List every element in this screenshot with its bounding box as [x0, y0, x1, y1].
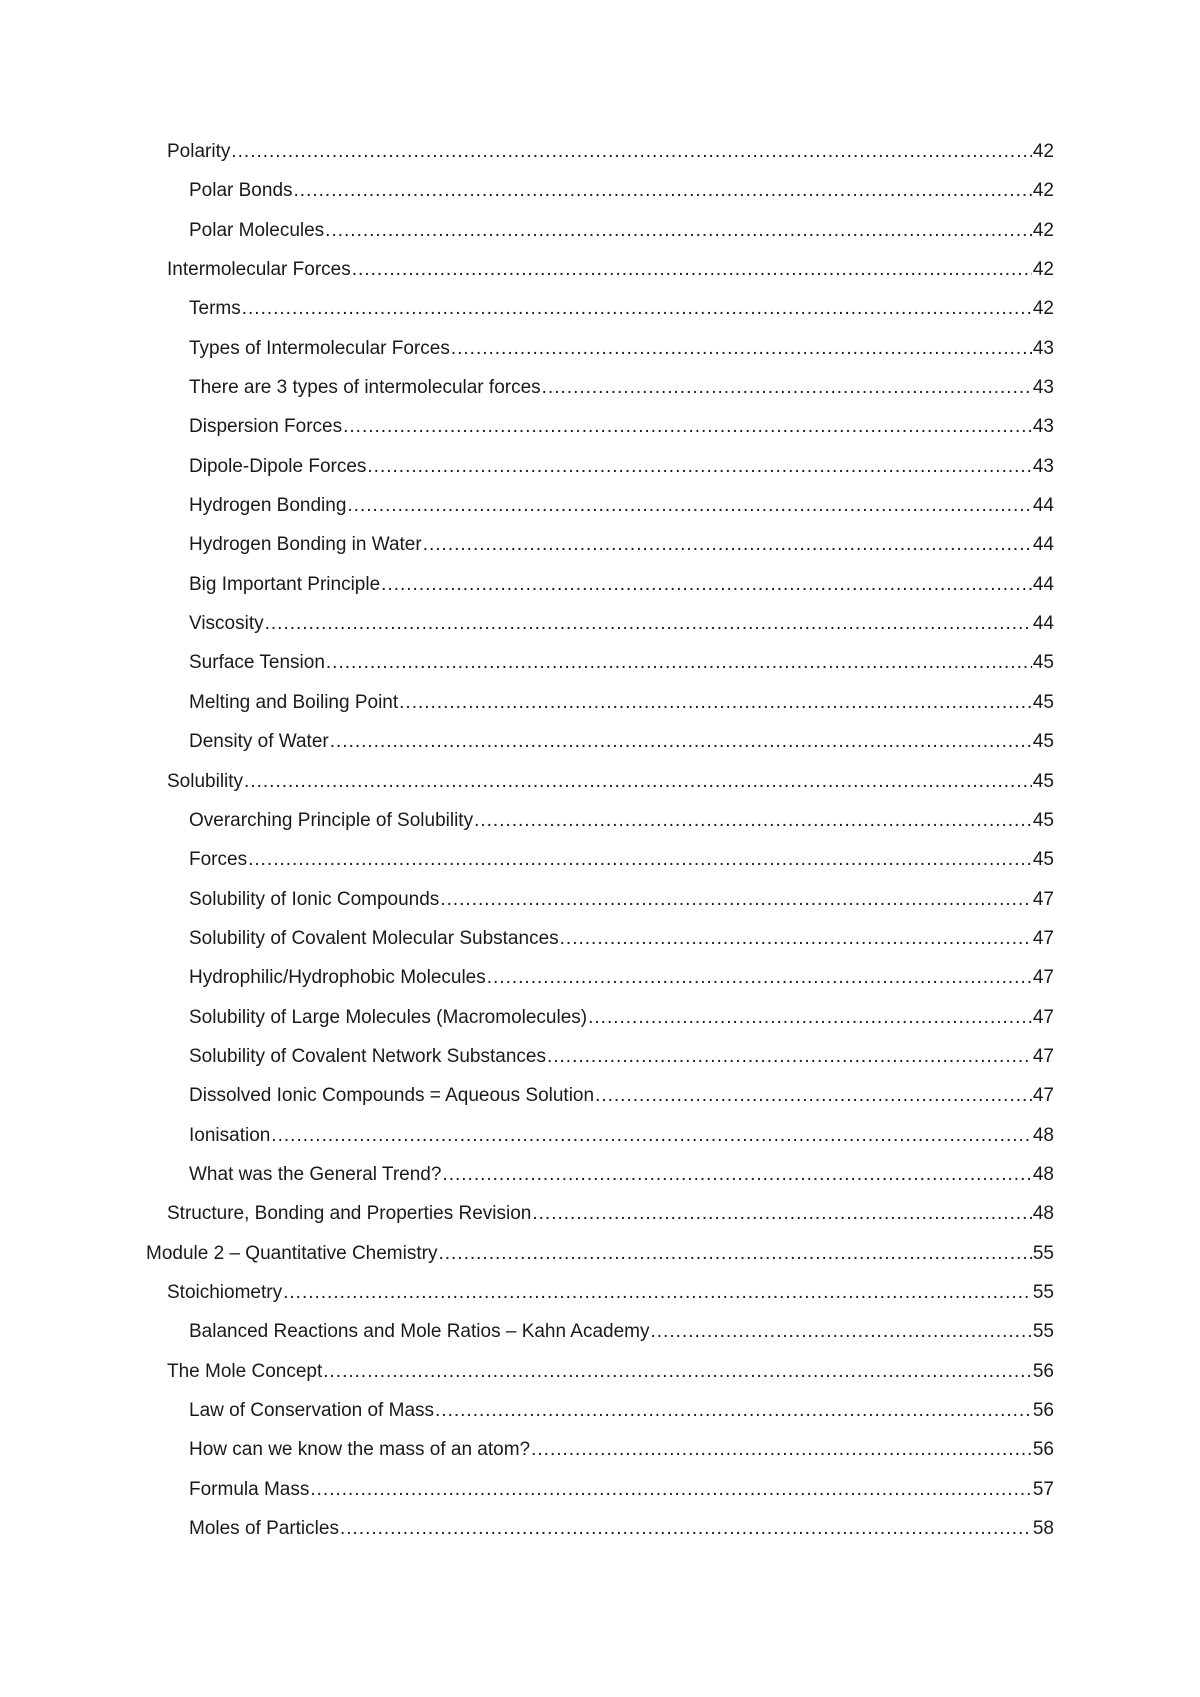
toc-entry-title: Terms	[189, 298, 241, 320]
toc-dot-leader	[651, 1320, 1032, 1344]
toc-entry-title: Polar Molecules	[189, 219, 325, 241]
toc-entry-page-number: 47	[1032, 1045, 1054, 1067]
toc-entry[interactable]	[0, 1045, 1200, 1084]
toc-entry-page-number: 58	[1032, 1518, 1054, 1540]
toc-entry-page-number: 57	[1032, 1478, 1054, 1500]
toc-dot-leader	[242, 297, 1032, 321]
toc-dot-leader	[435, 1399, 1032, 1423]
toc-entry-page-number: 45	[1032, 770, 1054, 792]
toc-entry-page-number: 45	[1032, 731, 1054, 753]
toc-entry-title: Overarching Principle of Solubility	[189, 809, 474, 831]
toc-entry-page-number: 48	[1032, 1163, 1054, 1185]
toc-dot-leader	[367, 455, 1031, 479]
toc-entry-title: Hydrogen Bonding	[189, 495, 347, 517]
toc-dot-leader	[547, 1045, 1032, 1069]
toc-entry[interactable]	[0, 651, 1200, 690]
toc-dot-leader	[542, 376, 1032, 400]
toc-entry-title: Hydrogen Bonding in Water	[189, 534, 422, 556]
toc-entry-title: Hydrophilic/Hydrophobic Molecules	[189, 967, 486, 989]
toc-entry[interactable]	[0, 1281, 1200, 1320]
toc-entry-title: Moles of Particles	[189, 1518, 339, 1540]
toc-entry-title: Solubility of Covalent Network Substances	[189, 1045, 546, 1067]
toc-entry[interactable]	[0, 219, 1200, 258]
toc-entry-title: Polar Bonds	[189, 180, 293, 202]
toc-entry[interactable]	[0, 691, 1200, 730]
toc-entry[interactable]	[0, 1084, 1200, 1123]
toc-entry[interactable]	[0, 258, 1200, 297]
toc-entry-title: Intermolecular Forces	[167, 259, 351, 281]
toc-entry-title: Surface Tension	[189, 652, 325, 674]
toc-entry-title: Dipole-Dipole Forces	[189, 455, 367, 477]
toc-entry-page-number: 56	[1032, 1439, 1054, 1461]
toc-dot-leader	[560, 927, 1032, 951]
toc-entry-page-number: 44	[1032, 495, 1054, 517]
toc-dot-leader	[248, 848, 1032, 872]
toc-entry-title: Stoichiometry	[167, 1281, 283, 1303]
toc-entry-page-number: 42	[1032, 141, 1054, 162]
toc-entry-title: How can we know the mass of an atom?	[189, 1439, 531, 1461]
toc-entry-page-number: 42	[1032, 259, 1054, 281]
toc-entry[interactable]	[0, 1360, 1200, 1399]
toc-entry-title: Forces	[189, 849, 248, 871]
toc-entry[interactable]	[0, 966, 1200, 1005]
toc-entry[interactable]	[0, 297, 1200, 336]
toc-entry[interactable]	[0, 1438, 1200, 1477]
toc-entry-title: Formula Mass	[189, 1478, 310, 1500]
toc-entry[interactable]	[0, 337, 1200, 376]
toc-dot-leader	[532, 1202, 1031, 1226]
toc-entry-page-number: 56	[1032, 1400, 1054, 1421]
toc-entry-title: Structure, Bonding and Properties Revision	[167, 1203, 532, 1225]
toc-entry-title: Dissolved Ionic Compounds = Aqueous Solution	[189, 1085, 595, 1107]
toc-dot-leader	[438, 1242, 1031, 1266]
toc-entry[interactable]	[0, 1478, 1200, 1517]
toc-entry[interactable]	[0, 1202, 1200, 1241]
toc-entry-page-number: 55	[1032, 1281, 1054, 1303]
toc-entry-page-number: 45	[1032, 691, 1054, 713]
toc-entry-page-number: 47	[1032, 1085, 1054, 1107]
toc-entry-page-number: 44	[1032, 613, 1054, 635]
toc-entry[interactable]	[0, 1163, 1200, 1202]
toc-entry-title: Melting and Boiling Point	[189, 691, 399, 713]
toc-dot-leader	[231, 140, 1032, 164]
toc-entry-title: Module 2 – Quantitative Chemistry	[146, 1242, 438, 1264]
toc-entry[interactable]	[0, 1124, 1200, 1163]
toc-entry[interactable]	[0, 533, 1200, 572]
toc-entry[interactable]	[0, 1006, 1200, 1045]
toc-dot-leader	[588, 1006, 1032, 1030]
toc-dot-leader	[330, 730, 1032, 754]
toc-dot-leader	[325, 219, 1032, 243]
toc-dot-leader	[343, 415, 1032, 439]
toc-dot-leader	[340, 1517, 1032, 1541]
toc-dot-leader	[271, 1124, 1032, 1148]
toc-entry-page-number: 44	[1032, 573, 1054, 595]
toc-entry-title: Balanced Reactions and Mole Ratios – Kahn Academy	[189, 1321, 650, 1343]
toc-entry-title: Big Important Principle	[189, 573, 381, 595]
toc-entry-page-number: 48	[1032, 1203, 1054, 1225]
toc-entry[interactable]	[0, 888, 1200, 927]
toc-dot-leader	[352, 258, 1032, 282]
toc-entry-title: Types of Intermolecular Forces	[189, 337, 450, 359]
toc-entry-page-number: 44	[1032, 534, 1054, 556]
toc-entry[interactable]	[0, 179, 1200, 218]
toc-dot-leader	[326, 651, 1032, 675]
toc-entry-page-number: 43	[1032, 337, 1054, 359]
toc-entry-page-number: 42	[1032, 180, 1054, 202]
toc-entry[interactable]	[0, 1517, 1200, 1556]
toc-dot-leader	[399, 691, 1032, 715]
toc-entry-title: Ionisation	[189, 1124, 271, 1146]
toc-entry-title: Viscosity	[189, 613, 264, 635]
toc-entry-page-number: 47	[1032, 927, 1054, 949]
toc-entry[interactable]	[0, 376, 1200, 415]
toc-entry-page-number: 43	[1032, 416, 1054, 438]
toc-entry-title: Polarity	[167, 141, 231, 162]
toc-entry[interactable]	[0, 770, 1200, 809]
toc-entry-title: Law of Conservation of Mass	[189, 1400, 435, 1421]
toc-entry-page-number: 43	[1032, 455, 1054, 477]
toc-dot-leader	[440, 888, 1032, 912]
toc-entry-page-number: 42	[1032, 219, 1054, 241]
toc-entry-page-number: 45	[1032, 809, 1054, 831]
toc-entry-page-number: 43	[1032, 377, 1054, 399]
toc-entry[interactable]	[0, 848, 1200, 887]
toc-entry[interactable]	[0, 1399, 1200, 1438]
toc-dot-leader	[310, 1478, 1032, 1502]
toc-entry-title: Solubility	[167, 770, 244, 792]
toc-entry[interactable]	[0, 573, 1200, 612]
toc-entry-page-number: 47	[1032, 1006, 1054, 1028]
toc-dot-leader	[595, 1084, 1032, 1108]
toc-entry-page-number: 45	[1032, 849, 1054, 871]
toc-dot-leader	[423, 533, 1032, 557]
toc-entry-title: There are 3 types of intermolecular forces	[189, 377, 541, 399]
toc-entry[interactable]	[0, 415, 1200, 454]
toc-entry[interactable]	[0, 612, 1200, 651]
toc-entry[interactable]	[0, 1242, 1200, 1281]
toc-dot-leader	[474, 809, 1032, 833]
toc-dot-leader	[451, 337, 1032, 361]
toc-entry-page-number: 47	[1032, 967, 1054, 989]
toc-entry-page-number: 55	[1032, 1321, 1054, 1343]
toc-entry[interactable]	[0, 1320, 1200, 1359]
toc-dot-leader	[294, 179, 1032, 203]
toc-entry-page-number: 47	[1032, 888, 1054, 910]
toc-entry-page-number: 45	[1032, 652, 1054, 674]
toc-entry[interactable]	[0, 140, 1200, 179]
toc-entry-page-number: 48	[1032, 1124, 1054, 1146]
toc-entry-title: Solubility of Covalent Molecular Substances	[189, 927, 559, 949]
table-of-contents	[0, 140, 1200, 1556]
toc-entry[interactable]	[0, 809, 1200, 848]
toc-dot-leader	[531, 1438, 1032, 1462]
toc-entry[interactable]	[0, 730, 1200, 769]
toc-dot-leader	[244, 770, 1032, 794]
toc-entry-title: What was the General Trend?	[189, 1163, 442, 1185]
toc-entry-page-number: 56	[1032, 1360, 1054, 1382]
toc-dot-leader	[381, 573, 1032, 597]
toc-entry[interactable]	[0, 455, 1200, 494]
toc-entry[interactable]	[0, 927, 1200, 966]
toc-dot-leader	[283, 1281, 1032, 1305]
toc-entry-page-number: 55	[1032, 1242, 1054, 1264]
toc-entry-title: The Mole Concept	[167, 1360, 323, 1382]
toc-entry-page-number: 42	[1032, 298, 1054, 320]
toc-entry-title: Solubility of Large Molecules (Macromolecules)	[189, 1006, 588, 1028]
toc-entry-title: Solubility of Ionic Compounds	[189, 888, 440, 910]
toc-entry-title: Dispersion Forces	[189, 416, 343, 438]
toc-dot-leader	[265, 612, 1032, 636]
toc-dot-leader	[487, 966, 1032, 990]
toc-entry[interactable]	[0, 494, 1200, 533]
toc-dot-leader	[323, 1360, 1032, 1384]
toc-dot-leader	[442, 1163, 1031, 1187]
toc-entry-title: Density of Water	[189, 731, 329, 753]
toc-dot-leader	[347, 494, 1031, 518]
